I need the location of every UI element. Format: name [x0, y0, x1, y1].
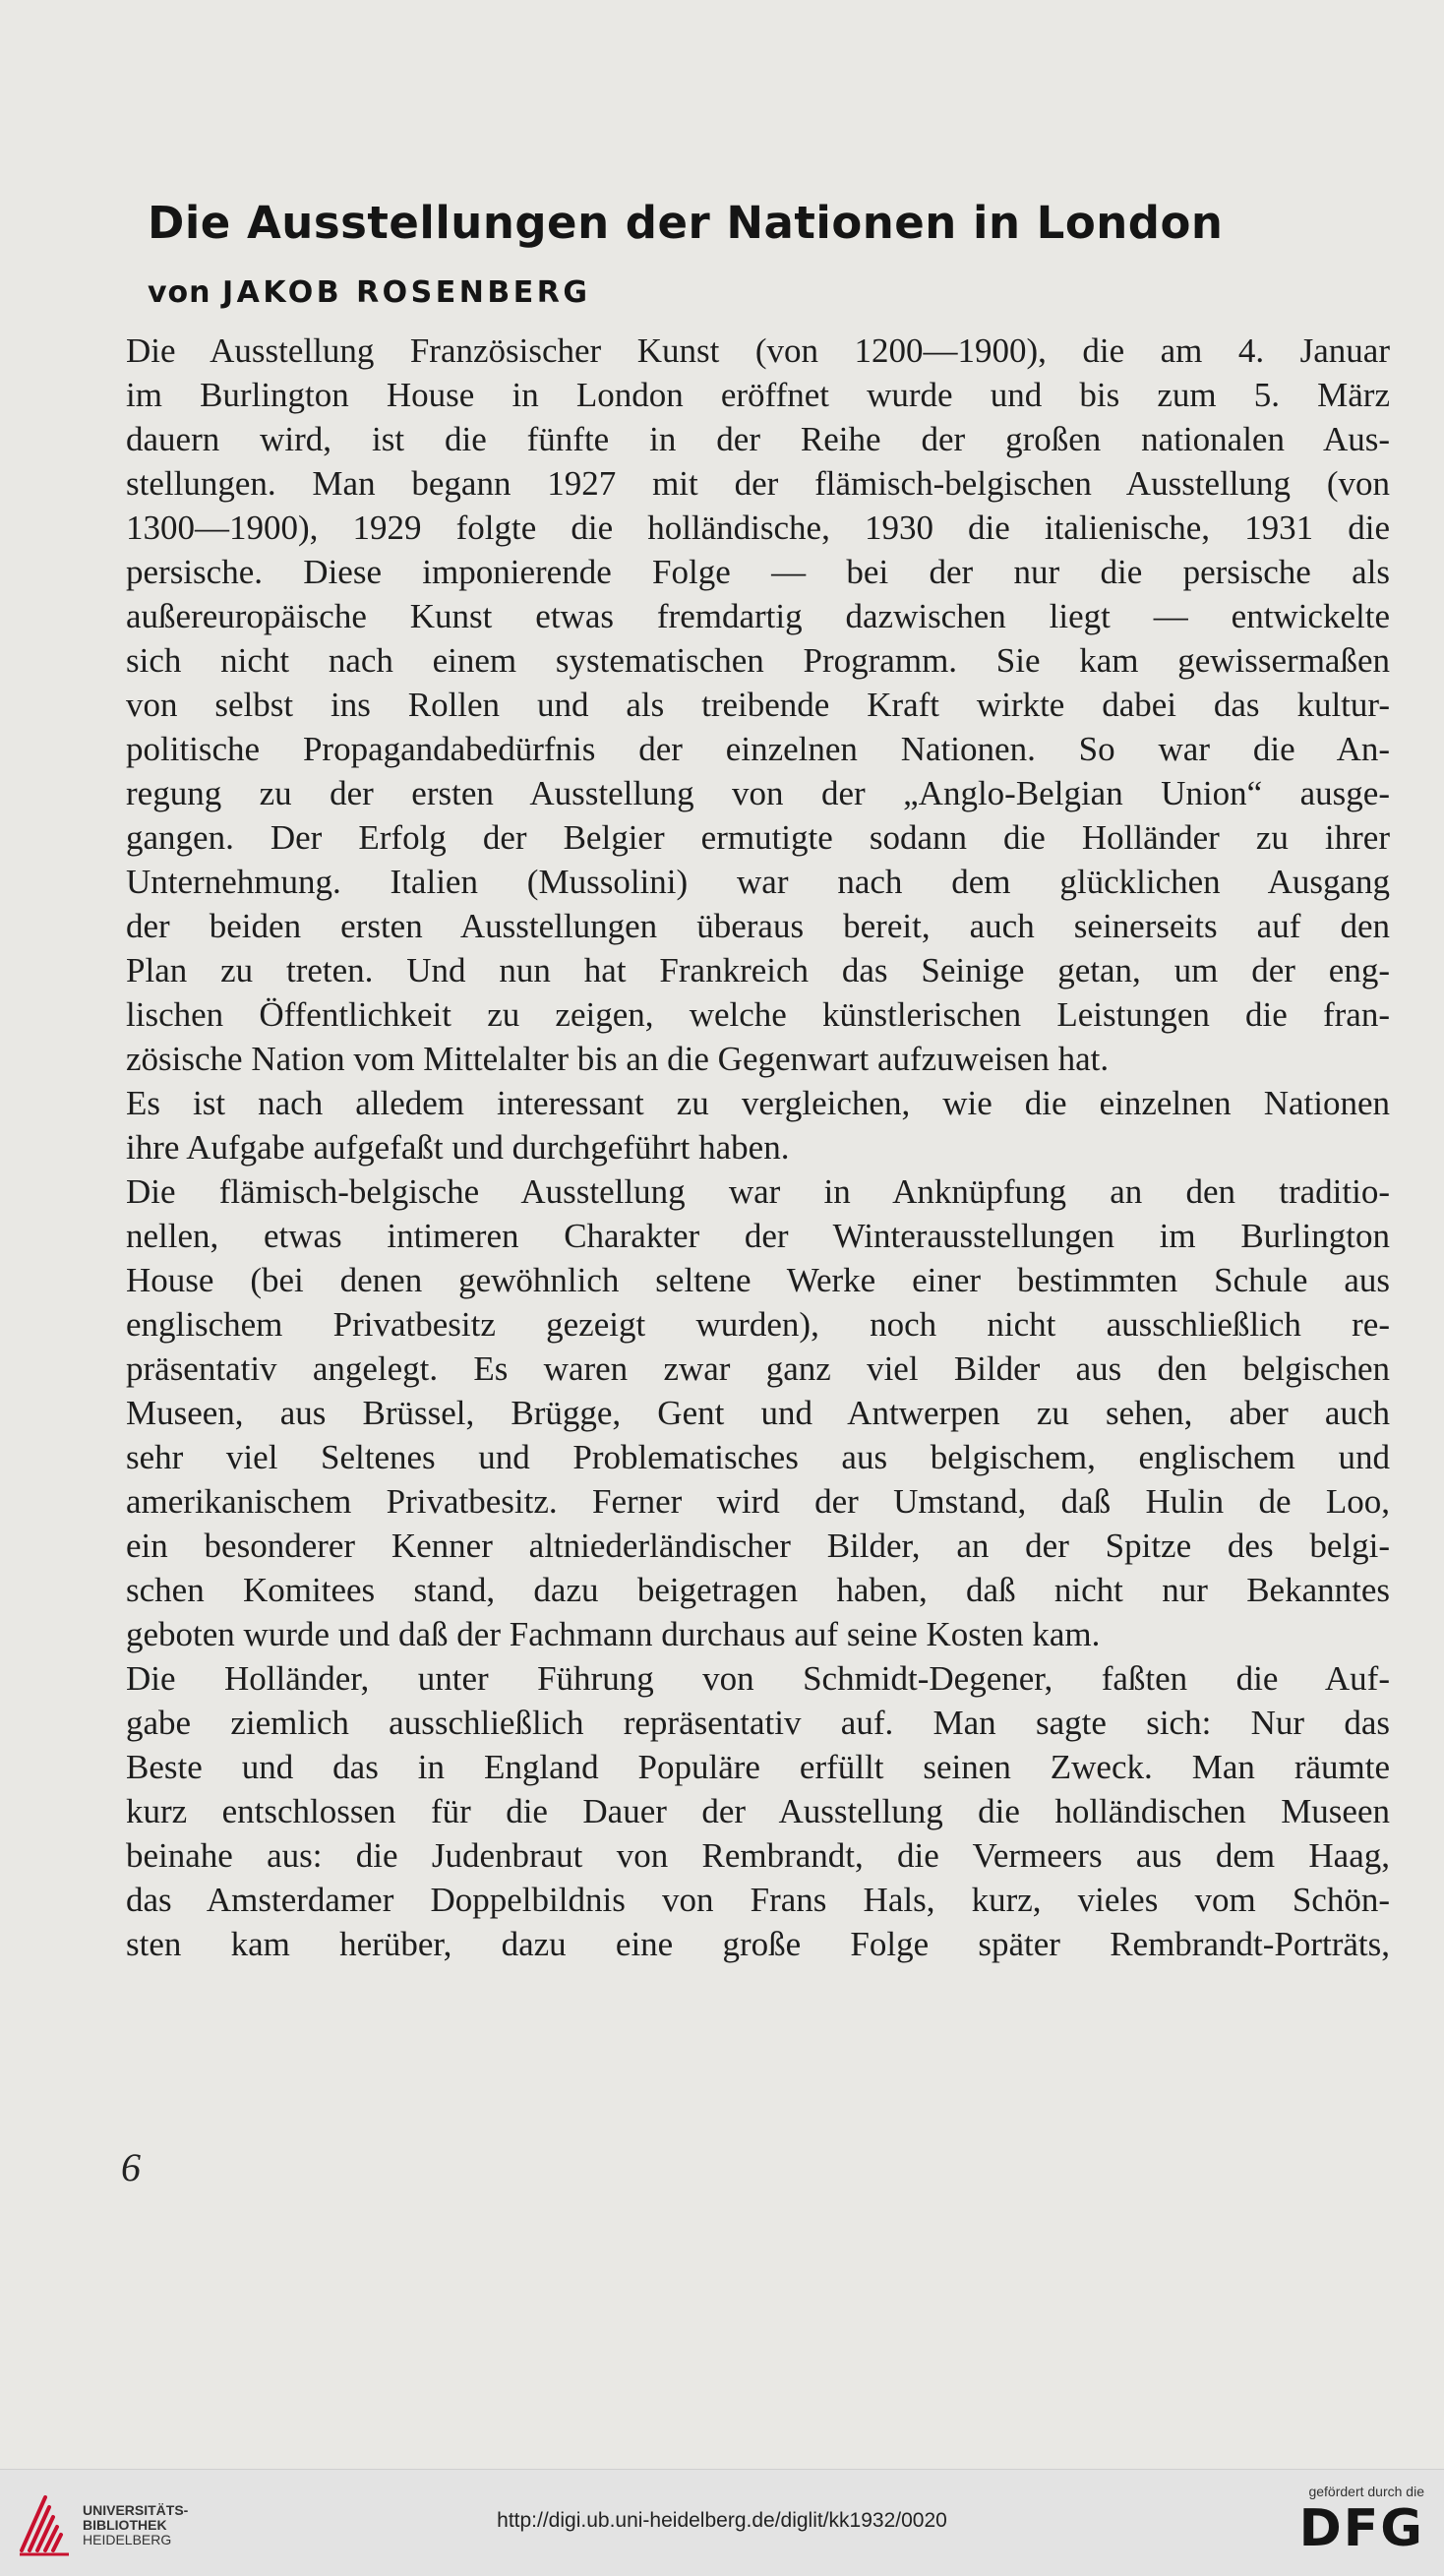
- dfg-logo-icon: DFG: [1298, 2499, 1424, 2558]
- text-line: außereuropäische Kunst etwas fremdartig dazwischen liegt — entwickelte: [126, 597, 1390, 635]
- article-title: Die Ausstellungen der Nationen in London: [148, 197, 1224, 249]
- page-number: 6: [121, 2145, 141, 2189]
- text-line: Unternehmung. Italien (Mussolini) war nach dem glücklichen Ausgang: [126, 863, 1390, 901]
- text-line: Die Holländer, unter Führung von Schmidt-Degener, faßten die Auf-: [126, 1659, 1390, 1698]
- text-line: 1300—1900), 1929 folgte die holländische, 1930 die italienische, 1931 die: [126, 509, 1390, 547]
- text-line: Plan zu treten. Und nun hat Frankreich das Seinige getan, um der eng-: [126, 951, 1390, 989]
- library-name-line: UNIVERSITÄTS-: [83, 2502, 189, 2518]
- text-line: das Amsterdamer Doppelbildnis von Frans Hals, kurz, vieles vom Schön-: [126, 1881, 1390, 1919]
- author-byline: [148, 275, 590, 310]
- text-line: gangen. Der Erfolg der Belgier ermutigte sodann die Holländer zu ihrer: [126, 818, 1390, 857]
- viewer-footer: [0, 2469, 1444, 2576]
- text-line: sich nicht nach einem systematischen Programm. Sie kam gewissermaßen: [126, 641, 1390, 680]
- permalink-url[interactable]: http://digi.ub.uni-heidelberg.de/diglit/kk1932/0020: [497, 2509, 947, 2532]
- funding-credit: [1267, 2484, 1424, 2556]
- text-line: persische. Diese imponierende Folge — bei der nur die persische als: [126, 553, 1390, 591]
- byline-prefix: von: [148, 275, 211, 310]
- text-line: beinahe aus: die Judenbraut von Rembrandt, die Vermeers aus dem Haag,: [126, 1836, 1390, 1875]
- text-line: englischem Privatbesitz gezeigt wurden), noch nicht ausschließlich re-: [126, 1305, 1390, 1344]
- library-name-line: BIBLIOTHEK: [83, 2517, 167, 2533]
- text-line: stellungen. Man begann 1927 mit der flämisch-belgischen Ausstellung (von: [126, 464, 1390, 503]
- text-line: gabe ziemlich ausschließlich repräsentativ auf. Man sagte sich: Nur das: [126, 1704, 1390, 1742]
- author-name: JAKOB ROSENBERG: [221, 275, 591, 310]
- text-line: ein besonderer Kenner altniederländischer Bilder, an der Spitze des belgi-: [126, 1527, 1390, 1565]
- text-line: sehr viel Seltenes und Problematisches aus belgischem, englischem und: [126, 1438, 1390, 1476]
- text-line: von selbst ins Rollen und als treibende Kraft wirkte dabei das kultur-: [126, 686, 1390, 724]
- text-line: Es ist nach alledem interessant zu vergleichen, wie die einzelnen Nationen: [126, 1084, 1390, 1122]
- text-line: zösische Nation vom Mittelalter bis an die Gegenwart aufzuweisen hat.: [126, 1040, 1110, 1078]
- article-body: [126, 329, 1390, 1966]
- funding-label: gefördert durch die: [1308, 2484, 1424, 2499]
- text-line: sten kam herüber, dazu eine große Folge später Rembrandt-Porträts,: [126, 1925, 1390, 1963]
- text-line: Die Ausstellung Französischer Kunst (von 1200—1900), die am 4. Januar: [126, 331, 1390, 370]
- text-line: präsentativ angelegt. Es waren zwar ganz viel Bilder aus den belgischen: [126, 1349, 1390, 1388]
- text-line: der beiden ersten Ausstellungen überaus bereit, auch seinerseits auf den: [126, 907, 1390, 945]
- text-line: geboten wurde und daß der Fachmann durchaus auf seine Kosten kam.: [126, 1615, 1101, 1653]
- text-line: schen Komitees stand, dazu beigetragen haben, daß nicht nur Bekanntes: [126, 1571, 1390, 1609]
- text-line: ihre Aufgabe aufgefaßt und durchgeführt haben.: [126, 1128, 790, 1167]
- text-line: Museen, aus Brüssel, Brügge, Gent und Antwerpen zu sehen, aber auch: [126, 1394, 1390, 1432]
- text-line: amerikanischem Privatbesitz. Ferner wird der Umstand, daß Hulin de Loo,: [126, 1482, 1390, 1521]
- text-line: kurz entschlossen für die Dauer der Ausstellung die holländischen Museen: [126, 1792, 1390, 1830]
- text-line: dauern wird, ist die fünfte in der Reihe der großen nationalen Aus-: [126, 420, 1390, 458]
- text-line: lischen Öffentlichkeit zu zeigen, welche künstlerischen Leistungen die fran-: [126, 995, 1390, 1034]
- text-line: im Burlington House in London eröffnet wurde und bis zum 5. März: [126, 376, 1390, 414]
- text-line: Die flämisch-belgische Ausstellung war in Anknüpfung an den traditio-: [126, 1172, 1390, 1211]
- text-line: politische Propagandabedürfnis der einzelnen Nationen. So war die An-: [126, 730, 1390, 768]
- library-name-line: HEIDELBERG: [83, 2532, 172, 2547]
- text-line: Beste und das in England Populäre erfüllt seinen Zweck. Man räumte: [126, 1748, 1390, 1786]
- text-line: regung zu der ersten Ausstellung von der „Anglo-Belgian Union“ ausge-: [126, 774, 1390, 812]
- text-line: House (bei denen gewöhnlich seltene Werke einer bestimmten Schule aus: [126, 1261, 1390, 1299]
- text-line: nellen, etwas intimeren Charakter der Winterausstellungen im Burlington: [126, 1217, 1390, 1255]
